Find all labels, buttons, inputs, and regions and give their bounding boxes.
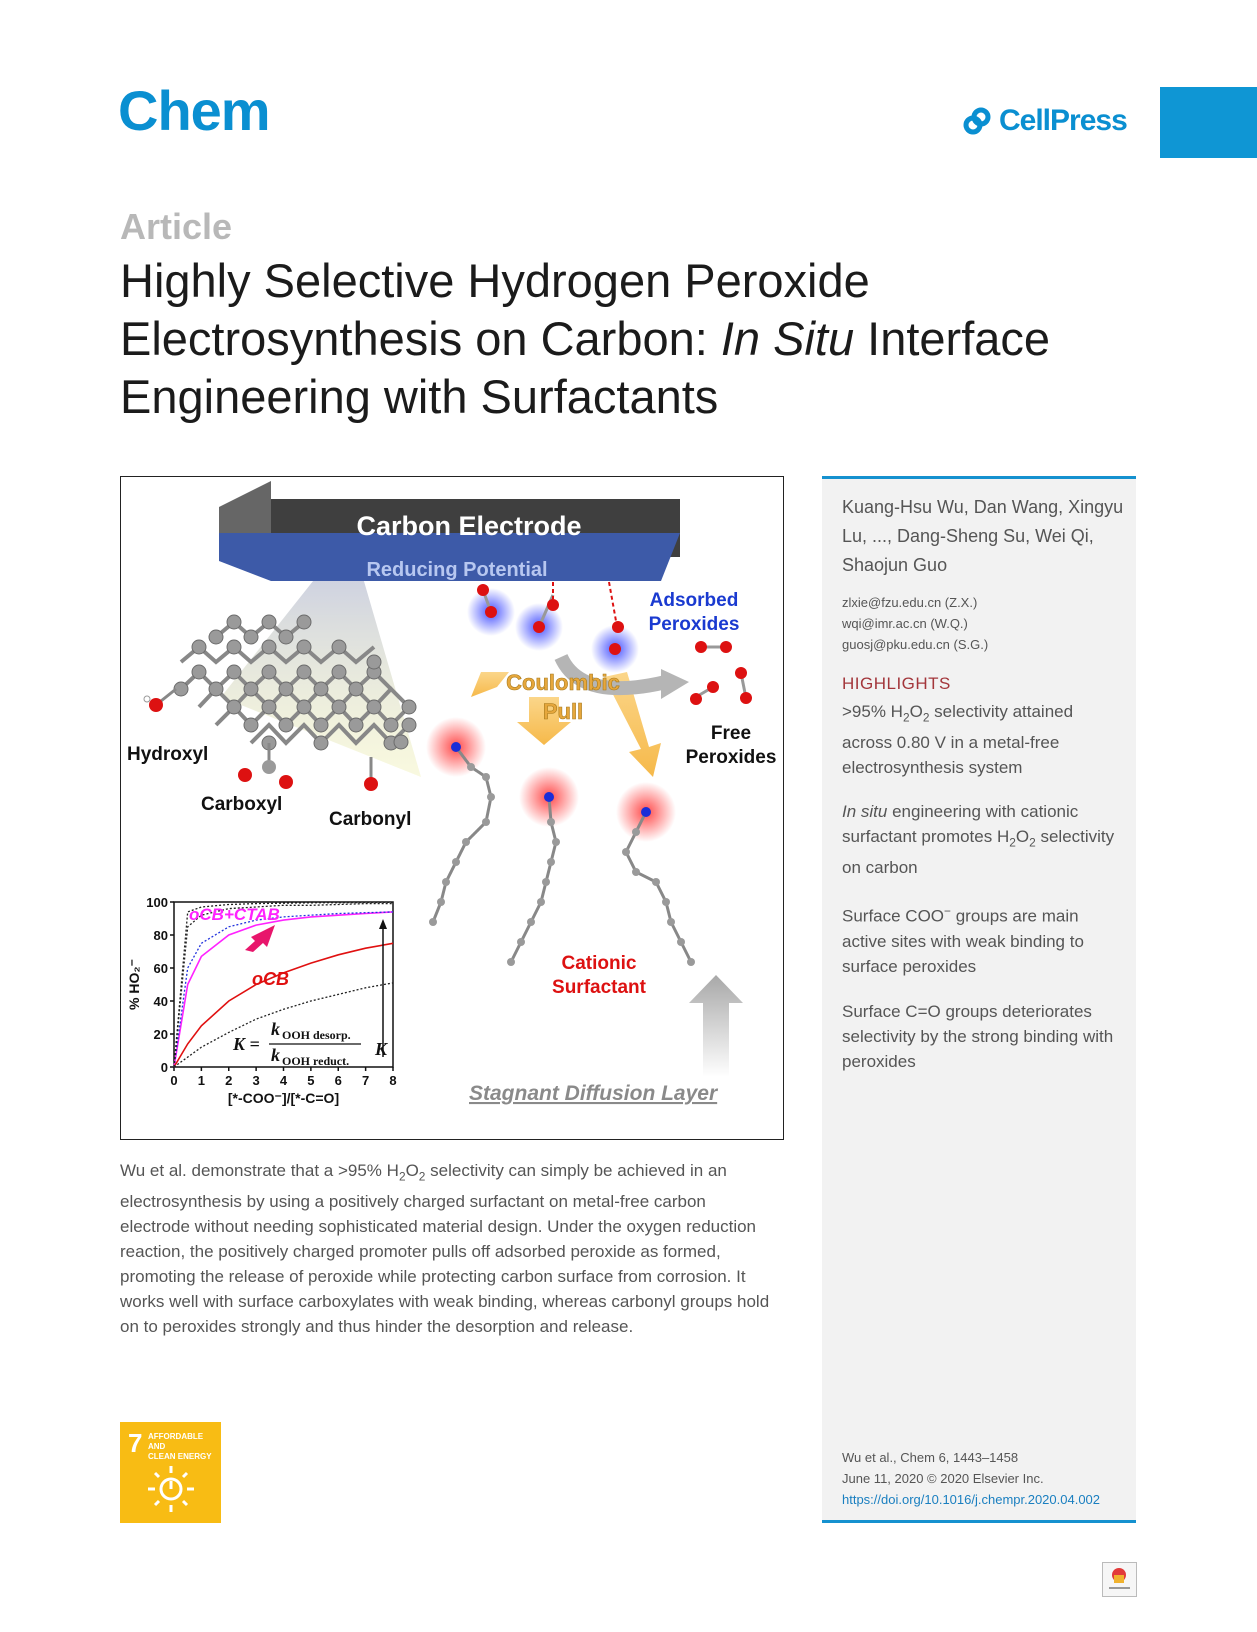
adsorbed-peroxides — [467, 582, 639, 673]
ctab-arrow — [245, 925, 275, 952]
sidebar — [822, 476, 1136, 1523]
stagnant-label: Stagnant Diffusion Layer — [469, 1082, 718, 1105]
adsorbed-label-1: Adsorbed — [649, 590, 739, 611]
x-tick-label: 2 — [225, 1073, 233, 1088]
graphical-abstract-svg — [121, 477, 782, 1138]
citation-line: Wu et al., Chem 6, 1443–1458 — [842, 1450, 1019, 1465]
equation-numerator: k — [271, 1019, 280, 1039]
abstract-part: Wu et al. demonstrate that a >95% H — [120, 1161, 399, 1180]
sdg-number: 7 — [128, 1428, 143, 1458]
hl-sup: − — [944, 904, 951, 918]
x-tick-label: 3 — [252, 1073, 260, 1088]
highlight-item: Surface C=O groups deteriorates selectivity by the strong binding with peroxides — [842, 1002, 1114, 1071]
publisher-logo[interactable] — [963, 104, 1127, 138]
x-tick-label: 7 — [362, 1073, 370, 1088]
x-tick-label: 6 — [334, 1073, 342, 1088]
adsorbed-label-2: Peroxides — [648, 614, 740, 635]
k-label: K — [375, 1039, 388, 1059]
equation-denominator: k — [271, 1045, 280, 1065]
diffusion-arrow — [689, 975, 743, 1077]
carboxyl-label: Carboxyl — [201, 794, 283, 815]
x-tick-label: 1 — [197, 1073, 205, 1088]
free-peroxides — [690, 641, 752, 705]
hl-text: O — [909, 702, 923, 721]
coulombic-label-1: Coulombic — [506, 670, 620, 695]
selectivity-chart — [126, 895, 397, 1106]
email-link[interactable]: wqi@imr.ac.cn (W.Q.) — [842, 616, 968, 631]
hl-sub: 2 — [922, 710, 930, 725]
potential-label: Reducing Potential — [366, 559, 548, 581]
y-tick-label: 0 — [160, 1060, 168, 1075]
email-link[interactable]: zlxie@fzu.edu.cn (Z.X.) — [842, 595, 978, 610]
coulombic-label-2: Pull — [542, 699, 584, 724]
sun-power-icon — [146, 1464, 196, 1514]
x-tick-label: 8 — [389, 1073, 397, 1088]
sdg-label — [148, 1432, 221, 1462]
y-axis-label: % HO₂⁻ — [126, 959, 142, 1010]
abstract-part: O — [405, 1161, 419, 1180]
carbonyl-label: Carbonyl — [329, 809, 412, 830]
highlight-item — [842, 699, 1127, 780]
citation — [842, 1447, 1100, 1510]
email-link[interactable]: guosj@pku.edu.cn (S.G.) — [842, 637, 989, 652]
y-tick-label: 80 — [153, 928, 168, 943]
cationic-label-1: Cationic — [561, 953, 637, 974]
sdg-label-1: AFFORDABLE AND — [148, 1432, 204, 1451]
y-tick-label: 40 — [153, 994, 168, 1009]
title-text-1: Highly Selective Hydrogen Peroxide Electrosynthesis on Carbon: — [120, 254, 870, 365]
abstract-text — [120, 1158, 780, 1339]
x-axis-label: [*-COO⁻]/[*-C=O] — [227, 1090, 340, 1106]
author-list: Kuang-Hsu Wu, Dan Wang, Xingyu Lu, ..., Dang-Sheng Su, Wei Qi, Shaojun Guo — [842, 497, 1124, 575]
cellpress-icon — [963, 107, 993, 135]
hl-text: groups are main active sites with weak binding to surface peroxides — [842, 906, 1084, 976]
hl-text: >95% H — [842, 702, 903, 721]
journal-logo[interactable]: Chem — [118, 79, 270, 142]
hl-text: Surface COO — [842, 906, 945, 926]
equation-lhs: K = — [233, 1034, 260, 1054]
hl-text: selectivity on carbon — [842, 827, 1115, 878]
hl-sub: 2 — [902, 710, 910, 725]
x-tick-label: 5 — [307, 1073, 315, 1088]
citation-line: June 11, 2020 © 2020 Elsevier Inc. — [842, 1471, 1044, 1486]
header-color-tab — [1160, 87, 1257, 158]
series-line — [174, 943, 393, 1067]
hl-text: engineering with cationic surfactant promotes H — [842, 802, 1079, 846]
equation-denominator-sub: OOH reduct. — [282, 1054, 350, 1068]
title-text-2: Interface Engineering with Surfactants — [120, 312, 1051, 423]
highlight-item — [842, 799, 1127, 880]
ocb-label: oCB — [252, 969, 289, 989]
sdg-badge[interactable] — [120, 1422, 221, 1523]
hl-sub: 2 — [1009, 835, 1016, 850]
check-for-updates-icon[interactable] — [1102, 1562, 1137, 1597]
cationic-label-2: Surfactant — [552, 977, 646, 998]
publisher-name: CellPress — [999, 104, 1127, 137]
abstract-sub: 2 — [418, 1169, 426, 1184]
abstract-sub: 2 — [398, 1169, 406, 1184]
electrode-label: Carbon Electrode — [356, 511, 582, 541]
page-title — [120, 252, 1120, 426]
article-type: Article — [120, 206, 233, 247]
doi-link[interactable]: https://doi.org/10.1016/j.chempr.2020.04.002 — [842, 1492, 1101, 1507]
ctab-label: oCB+CTAB — [189, 905, 280, 924]
x-tick-label: 0 — [170, 1073, 178, 1088]
equation-numerator-sub: OOH desorp. — [282, 1028, 351, 1042]
abstract-part: selectivity can simply be achieved in an electrosynthesis by using a positively charged surfactant on metal-free carbon electrode without needing sophisticated material design. Under the oxygen reduction reaction, the positively charged promoter pulls off adsorbed peroxide as formed, promoting the release of peroxide while protecting carbon surface from corrosion. It works well with surface carboxylates with weak binding, whereas carbonyl groups hold on to peroxides strongly and thus hinder the desorption and release. — [120, 1161, 770, 1337]
sdg-label-2: CLEAN ENERGY — [148, 1452, 212, 1461]
hl-italic: In situ — [842, 802, 888, 821]
graphical-abstract — [120, 476, 784, 1140]
title-italic: In Situ — [720, 312, 855, 365]
hl-sub: 2 — [1029, 835, 1036, 850]
x-tick-label: 4 — [279, 1073, 288, 1088]
author-emails — [842, 592, 988, 655]
free-label-2: Peroxides — [685, 747, 777, 768]
y-tick-label: 60 — [153, 961, 168, 976]
y-tick-label: 20 — [153, 1027, 168, 1042]
k-arrow-head — [379, 919, 387, 929]
highlight-item — [842, 899, 1127, 979]
highlights-heading: HIGHLIGHTS — [842, 674, 951, 693]
hl-text: selectivity attained across 0.80 V in a metal-free electrosynthesis system — [842, 702, 1074, 778]
hl-text: O — [1015, 827, 1030, 846]
hydroxyl-label: Hydroxyl — [127, 744, 209, 765]
y-tick-label: 100 — [146, 895, 168, 910]
free-label-1: Free — [710, 723, 752, 744]
